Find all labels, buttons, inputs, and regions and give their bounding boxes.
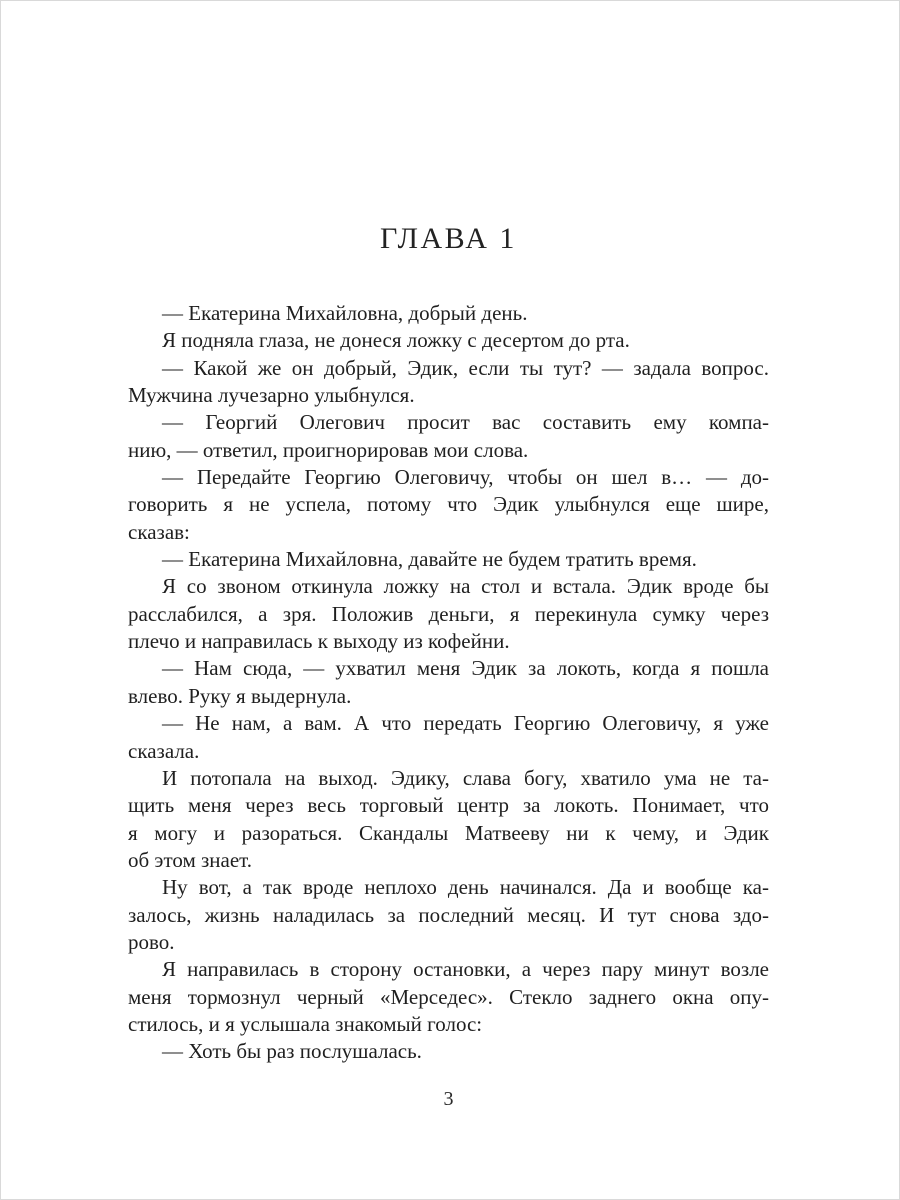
paragraph	[128, 874, 769, 956]
paragraph	[128, 655, 769, 710]
text-line: влево. Руку я выдернула.	[128, 683, 352, 708]
paragraph	[128, 546, 769, 573]
text-line: Мужчина лучезарно улыбнулся.	[128, 383, 415, 408]
text-line: Я подняла глаза, не донеся ложку с десертом до рта.	[162, 328, 630, 353]
text-line: И потопала на выход. Эдику, слава богу, хватило ума не та-	[162, 765, 769, 790]
paragraph	[128, 710, 769, 765]
text-line: стилось, и я услышала знакомый голос:	[128, 1011, 483, 1036]
text-line: — Георгий Олегович просит вас составить ему компа-	[162, 410, 769, 435]
text-line: расслабился, а зря. Положив деньги, я перекинула сумку через	[128, 601, 769, 626]
paragraph	[128, 956, 769, 1038]
text-line: залось, жизнь наладилась за последний месяц. И тут снова здо-	[128, 902, 769, 927]
paragraph	[128, 327, 769, 354]
text-line: щить меня через весь торговый центр за локоть. Понимает, что	[128, 793, 769, 818]
text-line: — Екатерина Михайловна, давайте не будем тратить время.	[162, 547, 697, 572]
text-line: — Хоть бы раз послушалась.	[162, 1039, 422, 1064]
text-line: плечо и направилась к выходу из кофейни.	[128, 629, 510, 654]
text-line: — Екатерина Михайловна, добрый день.	[162, 301, 528, 325]
text-line: Я со звоном откинула ложку на стол и встала. Эдик вроде бы	[162, 574, 769, 599]
paragraph	[128, 573, 769, 655]
paragraph	[128, 464, 769, 546]
text-line: — Передайте Георгию Олеговичу, чтобы он шел в… — до-	[162, 465, 769, 490]
chapter-title: ГЛАВА 1	[380, 222, 517, 255]
text-line: — Какой же он добрый, Эдик, если ты тут? — задала вопрос.	[162, 355, 769, 380]
paragraph	[128, 409, 769, 464]
text-line: Я направилась в сторону остановки, а через пару минут возле	[162, 957, 769, 982]
paragraph	[128, 300, 769, 327]
paragraph	[128, 1038, 769, 1065]
text-line: Ну вот, а так вроде неплохо день начинался. Да и вообще ка-	[162, 875, 769, 900]
text-line: рово.	[128, 929, 175, 954]
text-line: нию, — ответил, проигнорировав мои слова.	[128, 437, 529, 462]
text-line: — Нам сюда, — ухватил меня Эдик за локоть, когда я пошла	[162, 656, 769, 681]
text-line: сказала.	[128, 738, 200, 763]
text-line: сказав:	[128, 519, 190, 544]
text-line: я могу и разораться. Скандалы Матвееву ни к чему, и Эдик	[128, 820, 769, 845]
text-line: меня тормознул черный «Мерседес». Стекло заднего окна опу-	[128, 984, 769, 1009]
text-line: говорить я не успела, потому что Эдик улыбнулся еще шире,	[128, 492, 769, 517]
paragraph	[128, 355, 769, 410]
page-number: 3	[443, 1088, 454, 1110]
paragraph	[128, 765, 769, 874]
text-line: — Не нам, а вам. А что передать Георгию Олеговичу, я уже	[162, 711, 769, 736]
text-line: об этом знает.	[128, 847, 253, 872]
text-body	[128, 300, 769, 1066]
